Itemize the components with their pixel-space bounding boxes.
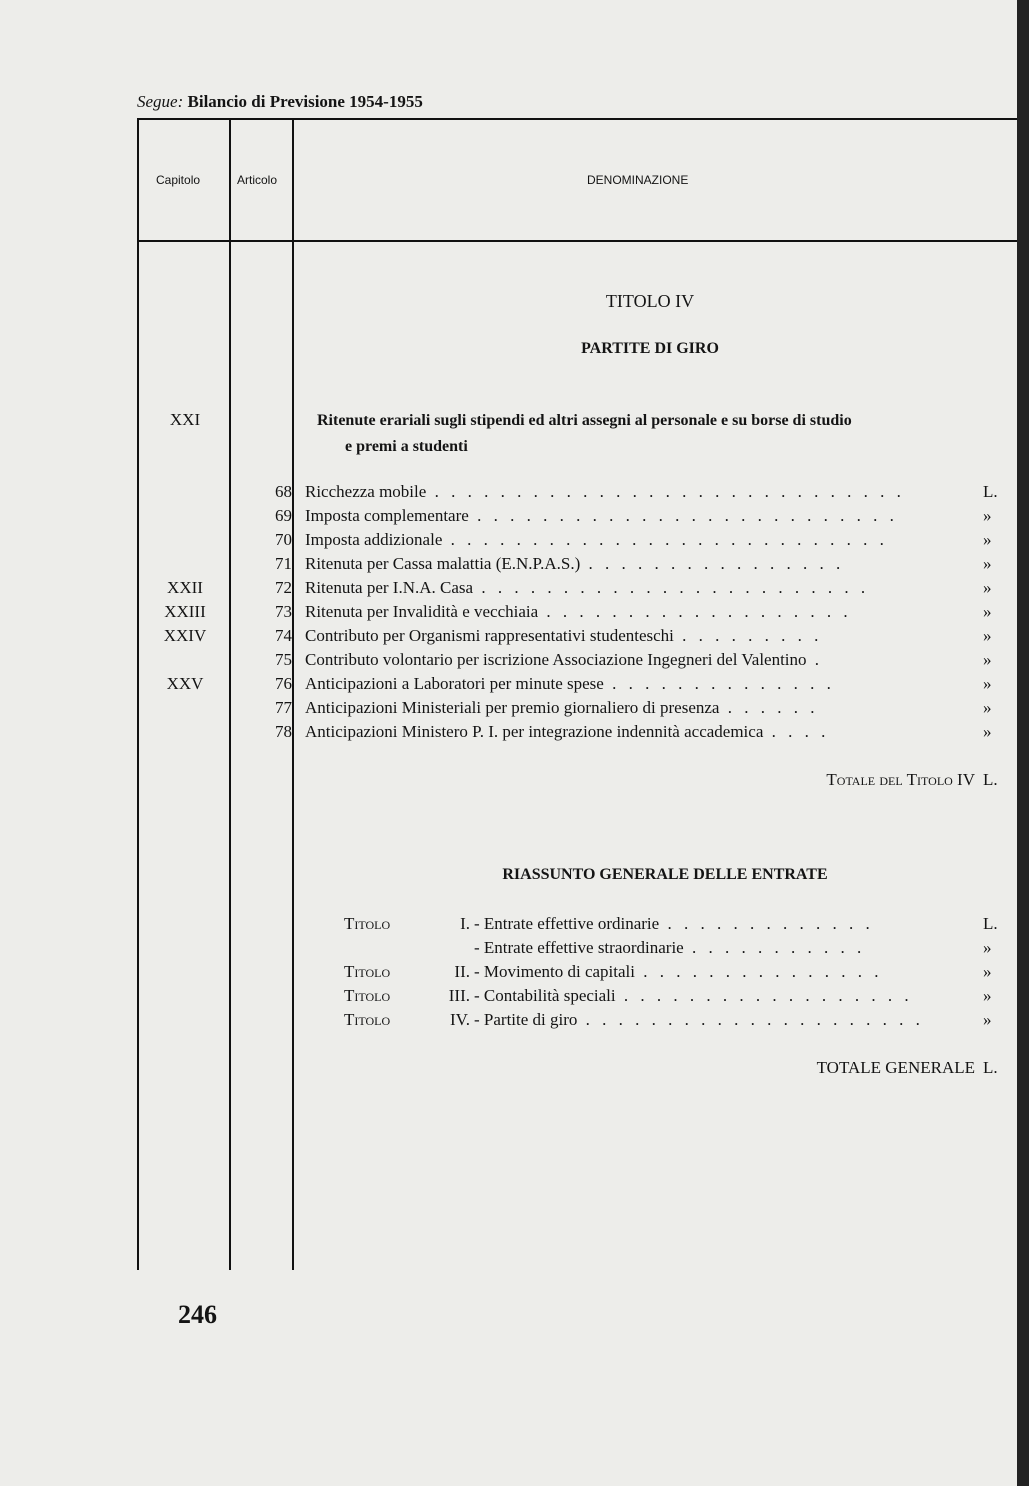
table-row — [0, 482, 1029, 506]
riassunto-titolo-label: Titolo — [344, 962, 391, 981]
row-denominazione: Ritenuta per Cassa malattia (E.N.P.A.S.) — [305, 554, 581, 573]
riassunto-titolo-num: I. — [460, 914, 470, 933]
row-unit: » — [983, 530, 992, 549]
riassunto-leader-dots: . . . . . . . . . . . — [683, 938, 866, 957]
page-header — [137, 92, 423, 112]
table-row — [0, 674, 1029, 698]
row-denominazione: Imposta addizionale — [305, 530, 443, 549]
table-row — [0, 530, 1029, 554]
row-articolo: 75 — [275, 650, 292, 669]
column-header-capitolo: Capitolo — [156, 173, 201, 187]
riassunto-row — [0, 914, 1029, 938]
row-leader-dots: . . . . . . . . . . . . . . . . . . . — [538, 602, 852, 621]
row-capitolo: XXV — [166, 674, 204, 693]
riassunto-row — [0, 986, 1029, 1010]
riassunto-unit: » — [983, 986, 992, 1005]
row-leader-dots: . — [806, 650, 824, 669]
totale-generale-unit: L. — [983, 1058, 998, 1077]
riassunto-row — [0, 1010, 1029, 1034]
row-leader-dots: . . . . . . . . . . . . . . — [603, 674, 835, 693]
riassunto-leader-dots: . . . . . . . . . . . . . . . . . . . . . — [577, 1010, 924, 1029]
titolo-heading: TITOLO IV — [605, 291, 695, 311]
row-denominazione: Imposta complementare — [305, 506, 469, 525]
row-capitolo: XXIII — [164, 602, 206, 621]
row-articolo: 69 — [275, 506, 292, 525]
totale-titolo-row — [0, 770, 1029, 794]
riassunto-unit: » — [983, 962, 992, 981]
row-capitolo: XXII — [167, 578, 203, 597]
row-capitolo: XXIV — [163, 626, 207, 645]
group-title — [317, 408, 987, 460]
row-articolo: 77 — [275, 698, 292, 717]
row-denominazione: Ritenuta per Invalidità e vecchiaia — [305, 602, 539, 621]
riassunto-unit: L. — [983, 914, 998, 933]
row-denominazione: Contributo per Organismi rappresentativi studenteschi — [305, 626, 674, 645]
totale-titolo-unit: L. — [983, 770, 998, 789]
group-title-line-1: Ritenute erariali sugli stipendi ed altri assegni al personale e su borse di studio — [317, 412, 852, 429]
table-row — [0, 626, 1029, 650]
riassunto-heading: RIASSUNTO GENERALE DELLE ENTRATE — [502, 866, 828, 883]
riassunto-titolo-num: II. — [454, 962, 470, 981]
riassunto-text: - Contabilità speciali — [474, 986, 616, 1005]
row-unit: » — [983, 722, 992, 741]
totale-generale-row — [0, 1058, 1029, 1082]
header-prefix: Segue: — [137, 92, 184, 111]
row-unit: » — [983, 506, 992, 525]
row-articolo: 72 — [275, 578, 292, 597]
row-leader-dots: . . . . . . . . . . . . . . . . — [580, 554, 845, 573]
row-leader-dots: . . . . . . . . . — [673, 626, 823, 645]
row-leader-dots: . . . . . . — [719, 698, 819, 717]
row-unit: » — [983, 650, 992, 669]
row-denominazione: Anticipazioni Ministeriali per premio giornaliero di presenza — [305, 698, 720, 717]
row-denominazione: Anticipazioni Ministero P. I. per integrazione indennità accademica — [305, 722, 764, 741]
totale-generale-label: TOTALE GENERALE — [816, 1058, 975, 1077]
group-capitolo: XXI — [169, 410, 201, 429]
riassunto-titolo-label: Titolo — [344, 914, 391, 933]
riassunto-titolo-label: Titolo — [344, 1010, 391, 1029]
row-unit: » — [983, 554, 992, 573]
table-row — [0, 506, 1029, 530]
riassunto-leader-dots: . . . . . . . . . . . . . — [659, 914, 874, 933]
row-denominazione: Anticipazioni a Laboratori per minute spese — [305, 674, 604, 693]
row-unit: » — [983, 578, 992, 597]
riassunto-row — [0, 938, 1029, 962]
table-top-rule — [137, 118, 1017, 120]
row-leader-dots: . . . . . . . . . . . . . . . . . . . . . . . . — [473, 578, 870, 597]
riassunto-unit: » — [983, 1010, 992, 1029]
table-header-rule — [137, 240, 1017, 242]
row-leader-dots: . . . . . . . . . . . . . . . . . . . . . . . . . . — [468, 506, 898, 525]
riassunto-titolo-label: Titolo — [344, 986, 391, 1005]
row-leader-dots: . . . . . . . . . . . . . . . . . . . . . . . . . . . . . — [426, 482, 905, 501]
row-articolo: 70 — [275, 530, 292, 549]
riassunto-titolo-num: IV. — [450, 1010, 470, 1029]
column-header-articolo: Articolo — [237, 173, 278, 187]
riassunto-unit: » — [983, 938, 992, 957]
header-title: Bilancio di Previsione 1954-1955 — [187, 92, 423, 111]
riassunto-text: - Movimento di capitali — [474, 962, 635, 981]
table-row — [0, 602, 1029, 626]
row-denominazione: Ritenuta per I.N.A. Casa — [305, 578, 474, 597]
row-denominazione: Contributo volontario per iscrizione Associazione Ingegneri del Valentino — [305, 650, 807, 669]
row-unit: » — [983, 602, 992, 621]
row-unit: » — [983, 698, 992, 717]
table-row — [0, 722, 1029, 746]
riassunto-leader-dots: . . . . . . . . . . . . . . . . . . — [615, 986, 913, 1005]
row-articolo: 73 — [275, 602, 292, 621]
group-title-line-2: e premi a studenti — [345, 438, 468, 455]
riassunto-titolo-num: III. — [448, 986, 470, 1005]
riassunto-text: - Partite di giro — [474, 1010, 578, 1029]
riassunto-text: - Entrate effettive ordinarie — [474, 914, 660, 933]
column-header-denominazione: DENOMINAZIONE — [587, 173, 689, 187]
row-articolo: 78 — [275, 722, 292, 741]
table-row — [0, 698, 1029, 722]
row-unit: L. — [983, 482, 998, 501]
riassunto-row — [0, 962, 1029, 986]
row-articolo: 74 — [275, 626, 292, 645]
row-leader-dots: . . . . . . . . . . . . . . . . . . . . . . . . . . . — [442, 530, 888, 549]
riassunto-leader-dots: . . . . . . . . . . . . . . . — [635, 962, 883, 981]
row-articolo: 68 — [275, 482, 292, 501]
row-denominazione: Ricchezza mobile — [305, 482, 427, 501]
totale-titolo-label: Totale del Titolo IV — [826, 770, 975, 789]
row-articolo: 71 — [275, 554, 292, 573]
row-leader-dots: . . . . — [763, 722, 830, 741]
table-row — [0, 554, 1029, 578]
table-row — [0, 650, 1029, 674]
row-articolo: 76 — [275, 674, 292, 693]
riassunto-text: - Entrate effettive straordinarie — [474, 938, 684, 957]
row-unit: » — [983, 626, 992, 645]
row-unit: » — [983, 674, 992, 693]
titolo-subheading: PARTITE DI GIRO — [581, 340, 719, 357]
table-row — [0, 578, 1029, 602]
page-number: 246 — [178, 1300, 217, 1329]
